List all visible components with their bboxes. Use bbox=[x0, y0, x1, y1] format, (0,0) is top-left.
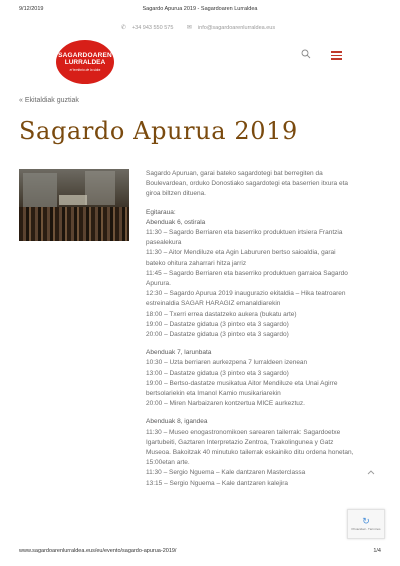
program-line: 11:30 – Sergio Nguema – Kale dantzaren Masterclassa bbox=[146, 469, 306, 477]
page-title: Sagardo Apurua 2019 bbox=[19, 117, 298, 145]
program-line: 11:30 – Sagardo Berriaren eta baserriko produktuen irtsiera Frantzia bbox=[146, 229, 343, 237]
program-line: 10:30 – Uzta berriaren aurkezpena 7 lurraldeen izenean bbox=[146, 359, 308, 367]
print-page-number: 1/4 bbox=[373, 548, 381, 554]
program-line: 13:00 – Dastatze gidatua (3 pintxo eta 3 sagardo) bbox=[146, 369, 289, 377]
event-photo bbox=[19, 169, 129, 241]
print-title: Sagardo Apurua 2019 - Sagardoaren Lurraldea bbox=[142, 6, 258, 12]
search-icon[interactable] bbox=[301, 49, 311, 59]
program-line: 12:30 – Sagardo Apurua 2019 inaugurazio ekitaldia – Hika teatroaren bbox=[146, 290, 346, 298]
program-line: 15:00etan arte. bbox=[146, 459, 190, 467]
phone-link[interactable] bbox=[121, 24, 177, 31]
recaptcha-badge[interactable] bbox=[347, 509, 385, 539]
program-line: 13:15 – Sergio Nguema – Kale dantzaren kalejira bbox=[146, 479, 289, 487]
program-line: 11:30 – Museo enogastronomikoen sarearen tailerrak: Sagardoetxe bbox=[146, 428, 341, 436]
program-line: Igartubeiti, Gaztaren Interpretazio Zentroa, Txakolingunea y Gatz bbox=[146, 438, 334, 446]
mail-icon: ✉ bbox=[186, 25, 192, 31]
logo-line-2: LURRALDEA bbox=[64, 59, 106, 66]
intro-line: Boulevardean, orduko Donostiako sagardotegi eta baserrien itxura eta bbox=[146, 180, 348, 188]
program-line: 11:30 – Aitor Mendiluze eta Agin Labururen bertso saioaldia, garai bbox=[146, 249, 336, 257]
program-line: Museoa. Bakoitzak 40 minutuko tailerrak eskainiko ditu ordena honetan, bbox=[146, 449, 354, 457]
contact-bar bbox=[0, 24, 400, 31]
email-address: info@sagardoarenlurraldea.eus bbox=[197, 25, 276, 31]
print-header bbox=[0, 6, 400, 16]
chevron-up-icon[interactable] bbox=[367, 469, 375, 475]
site-logo[interactable] bbox=[56, 40, 114, 84]
recaptcha-icon: ↻ bbox=[362, 516, 370, 526]
day-heading: Abenduak 6, ostirala bbox=[146, 218, 206, 226]
menu-icon[interactable] bbox=[331, 51, 342, 59]
intro-line: giroa biltzen dituena. bbox=[146, 190, 206, 198]
event-content bbox=[146, 169, 384, 489]
email-link[interactable] bbox=[187, 24, 279, 31]
day-heading: Abenduak 8, igandea bbox=[146, 418, 208, 426]
print-date: 9/12/2019 bbox=[19, 6, 44, 12]
day-heading: Abenduak 7, larunbata bbox=[146, 349, 212, 357]
phone-number: +34 943 550 575 bbox=[131, 25, 174, 31]
program-line: Apurura. bbox=[146, 280, 171, 288]
program-line: bertsolariekin eta Imanol Kamio musikariarekin bbox=[146, 390, 281, 398]
program-line: 20:00 – Dastatze gidatua (3 pintxo eta 3 sagardo) bbox=[146, 331, 289, 339]
recaptcha-label: Privacidad - Términos bbox=[351, 527, 381, 531]
program-line: estreinaldia SAGAR HARAGIZ emanaldiarekin bbox=[146, 300, 281, 308]
phone-icon: ✆ bbox=[120, 25, 126, 31]
back-to-events-link[interactable]: « Ekitaldiak guztiak bbox=[19, 97, 79, 104]
program-line: 18:00 – Txerri errea dastatzeko aukera (bukatu arte) bbox=[146, 310, 297, 318]
program-line: 11:45 – Sagardo Berriaren eta baserriko produktuen garraioa Sagardo bbox=[146, 269, 348, 277]
print-url: www.sagardoarenlurraldea.eus/eu/evento/sagardo-apurua-2019/ bbox=[19, 548, 177, 554]
intro-line: Sagardo Apuruan, garai bateko sagardotegi bat berregiten da bbox=[146, 170, 323, 177]
logo-line-3: el territorio de la sidra bbox=[69, 68, 101, 72]
program-label: Egitaraua: bbox=[146, 208, 176, 216]
program-line: 20:00 – Miren Narbaizaren kontzertua MICE aurkeztuz. bbox=[146, 400, 305, 408]
program-line: 19:00 – Bertso-dastatze musikatua Aitor Mendiluze eta Unai Agirre bbox=[146, 379, 338, 387]
program-line: bateko ohitura zaharrari hitza jarriz bbox=[146, 259, 247, 267]
logo-line-1: SAGARDOAREN bbox=[58, 52, 112, 59]
program-line: pasealekura bbox=[146, 239, 182, 247]
program-line: 19:00 – Dastatze gidatua (3 pintxo eta 3 sagardo) bbox=[146, 320, 289, 328]
